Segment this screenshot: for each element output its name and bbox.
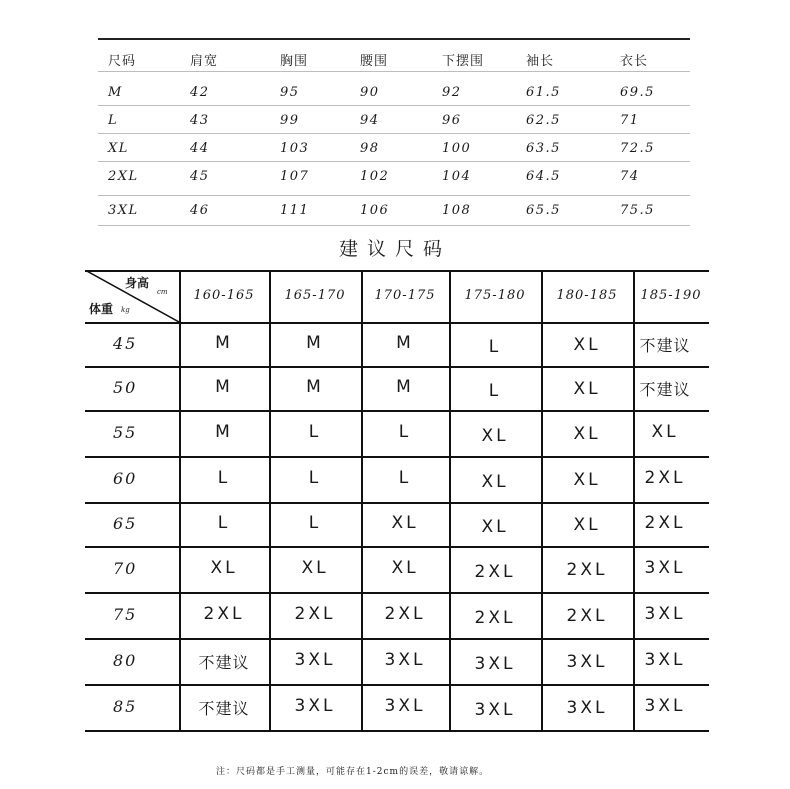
size-chart-cell: 75.5 [620, 203, 655, 218]
recommended-size-cell: M [306, 333, 324, 353]
size-chart-cell: 104 [442, 169, 472, 184]
size-chart-cell: 99 [280, 113, 300, 128]
recommended-size-cell: XL [301, 558, 329, 578]
size-chart-cell: 107 [280, 169, 310, 184]
recommended-size-cell: L [398, 468, 412, 488]
size-chart-cell: 106 [360, 203, 390, 218]
table-top-rule [98, 38, 690, 40]
size-chart-cell: 102 [360, 169, 390, 184]
recommended-size-cell: M [306, 377, 324, 397]
recommended-size-cell: L [488, 381, 502, 401]
size-chart-header-cell: 衣长 [620, 54, 649, 69]
recommended-size-cell: XL [573, 515, 601, 535]
recommended-size-cell: 3XL [474, 700, 516, 720]
recommended-size-cell: 不建议 [198, 653, 250, 672]
weight-header: 50 [113, 378, 138, 397]
size-chart-cell: 72.5 [620, 141, 655, 156]
recommended-size-cell: M [215, 333, 233, 353]
weight-header: 75 [113, 605, 138, 624]
size-chart-cell: 94 [360, 113, 380, 128]
recommended-size-cell: 3XL [566, 698, 608, 718]
recommended-size-cell: 不建议 [639, 336, 691, 355]
recommended-size-cell: L [488, 337, 502, 357]
recommended-size-cell: L [398, 422, 412, 442]
recommended-size-cell: L [217, 468, 231, 488]
row-divider [98, 225, 690, 226]
size-chart-cell: 92 [442, 85, 462, 100]
size-chart-cell: 62.5 [526, 113, 561, 128]
size-chart-cell: 2XL [108, 169, 139, 184]
size-chart-cell: M [108, 85, 123, 100]
recommended-size-cell: L [308, 513, 322, 533]
weight-header: 85 [113, 697, 138, 716]
size-chart-header-cell: 下摆围 [442, 54, 485, 69]
recommended-size-cell: 2XL [566, 606, 608, 626]
height-range-header: 170-175 [374, 288, 436, 303]
recommended-size-cell: M [396, 333, 414, 353]
recommendation-title: 建议尺码 [338, 238, 451, 260]
size-recommendation-grid [85, 270, 709, 730]
size-chart-cell: 3XL [108, 203, 139, 218]
size-chart-cell: 74 [620, 169, 640, 184]
size-chart-cell: 46 [190, 203, 210, 218]
recommended-size-cell: L [308, 468, 322, 488]
size-chart-cell: 95 [280, 85, 300, 100]
recommended-size-cell: 2XL [203, 604, 245, 624]
size-chart-row [98, 162, 690, 196]
height-range-header: 180-185 [556, 288, 618, 303]
recommended-size-cell: 3XL [384, 650, 426, 670]
height-range-header: 160-165 [193, 288, 255, 303]
recommended-size-cell: XL [651, 422, 679, 442]
recommended-size-cell: L [308, 422, 322, 442]
size-chart-cell: 100 [442, 141, 472, 156]
recommended-size-cell: XL [481, 426, 509, 446]
size-chart-cell: 71 [620, 113, 640, 128]
size-chart-header-cell: 胸围 [280, 54, 309, 69]
recommended-size-cell: 2XL [566, 560, 608, 580]
size-chart-header-cell: 腰围 [360, 54, 389, 69]
size-chart-cell: XL [108, 141, 129, 156]
recommended-size-cell: M [396, 377, 414, 397]
weight-header: 70 [113, 559, 138, 578]
size-chart-cell: 43 [190, 113, 210, 128]
size-chart-cell: 103 [280, 141, 310, 156]
size-chart-row [98, 134, 690, 162]
recommended-size-cell: 2XL [474, 562, 516, 582]
size-chart-row [98, 106, 690, 134]
size-chart-cell: L [108, 113, 119, 128]
size-chart-cell: 63.5 [526, 141, 561, 156]
size-chart-cell: 96 [442, 113, 462, 128]
size-chart-cell: 64.5 [526, 169, 561, 184]
recommended-size-cell: 不建议 [198, 699, 250, 718]
recommended-size-cell: 3XL [644, 696, 686, 716]
recommended-size-cell: 2XL [644, 468, 686, 488]
size-chart-cell: 44 [190, 141, 210, 156]
size-chart-cell: 90 [360, 85, 380, 100]
row-divider [98, 71, 690, 72]
recommended-size-cell: XL [481, 472, 509, 492]
size-chart-cell: 111 [280, 203, 310, 218]
recommended-size-cell: 3XL [294, 696, 336, 716]
height-unit: cm [157, 288, 168, 296]
recommended-size-cell: 2XL [474, 608, 516, 628]
grid-horizontal-line [85, 730, 709, 732]
weight-header: 55 [113, 423, 138, 442]
recommended-size-cell: XL [573, 379, 601, 399]
recommended-size-cell: 3XL [294, 650, 336, 670]
weight-header: 80 [113, 651, 138, 670]
weight-unit: kg [121, 306, 130, 314]
weight-header: 65 [113, 514, 138, 533]
size-chart-cell: 98 [360, 141, 380, 156]
height-range-header: 185-190 [640, 288, 702, 303]
size-chart-cell: 42 [190, 85, 210, 100]
size-chart-header-cell: 袖长 [526, 54, 555, 69]
recommended-size-cell: 3XL [384, 696, 426, 716]
recommended-size-cell: 不建议 [639, 380, 691, 399]
size-chart-cell: 45 [190, 169, 210, 184]
measurement-note: 注：尺码都是手工测量，可能存在1-2cm的误差，敬请谅解。 [216, 767, 490, 777]
size-chart-header-row [98, 42, 690, 72]
recommended-size-cell: XL [391, 513, 419, 533]
recommended-size-cell: 3XL [644, 650, 686, 670]
weight-header: 60 [113, 469, 138, 488]
recommended-size-cell: 3XL [644, 604, 686, 624]
recommended-size-cell: 3XL [566, 652, 608, 672]
recommended-size-cell: XL [391, 558, 419, 578]
size-chart-cell: 61.5 [526, 85, 561, 100]
weight-header: 45 [113, 334, 138, 353]
recommended-size-cell: L [217, 513, 231, 533]
recommended-size-cell: 3XL [644, 558, 686, 578]
recommended-size-cell: M [215, 377, 233, 397]
recommended-size-cell: XL [573, 424, 601, 444]
size-chart-cell: 69.5 [620, 85, 655, 100]
size-chart-header-cell: 肩宽 [190, 54, 219, 69]
height-range-header: 175-180 [464, 288, 526, 303]
size-chart-row [98, 78, 690, 106]
recommended-size-cell: XL [573, 470, 601, 490]
size-chart-cell: 65.5 [526, 203, 561, 218]
recommended-size-cell: 2XL [644, 513, 686, 533]
recommended-size-cell: XL [481, 517, 509, 537]
recommended-size-cell: XL [210, 558, 238, 578]
weight-label: 体重 [89, 302, 114, 316]
recommended-size-cell: 3XL [474, 654, 516, 674]
height-range-header: 165-170 [284, 288, 346, 303]
size-chart-cell: 108 [442, 203, 472, 218]
size-chart-row [98, 196, 690, 226]
size-chart-header-cell: 尺码 [108, 54, 137, 69]
recommended-size-cell: 2XL [384, 604, 426, 624]
recommended-size-cell: M [215, 422, 233, 442]
height-label: 身高 [125, 276, 150, 290]
recommended-size-cell: XL [573, 335, 601, 355]
recommended-size-cell: 2XL [294, 604, 336, 624]
